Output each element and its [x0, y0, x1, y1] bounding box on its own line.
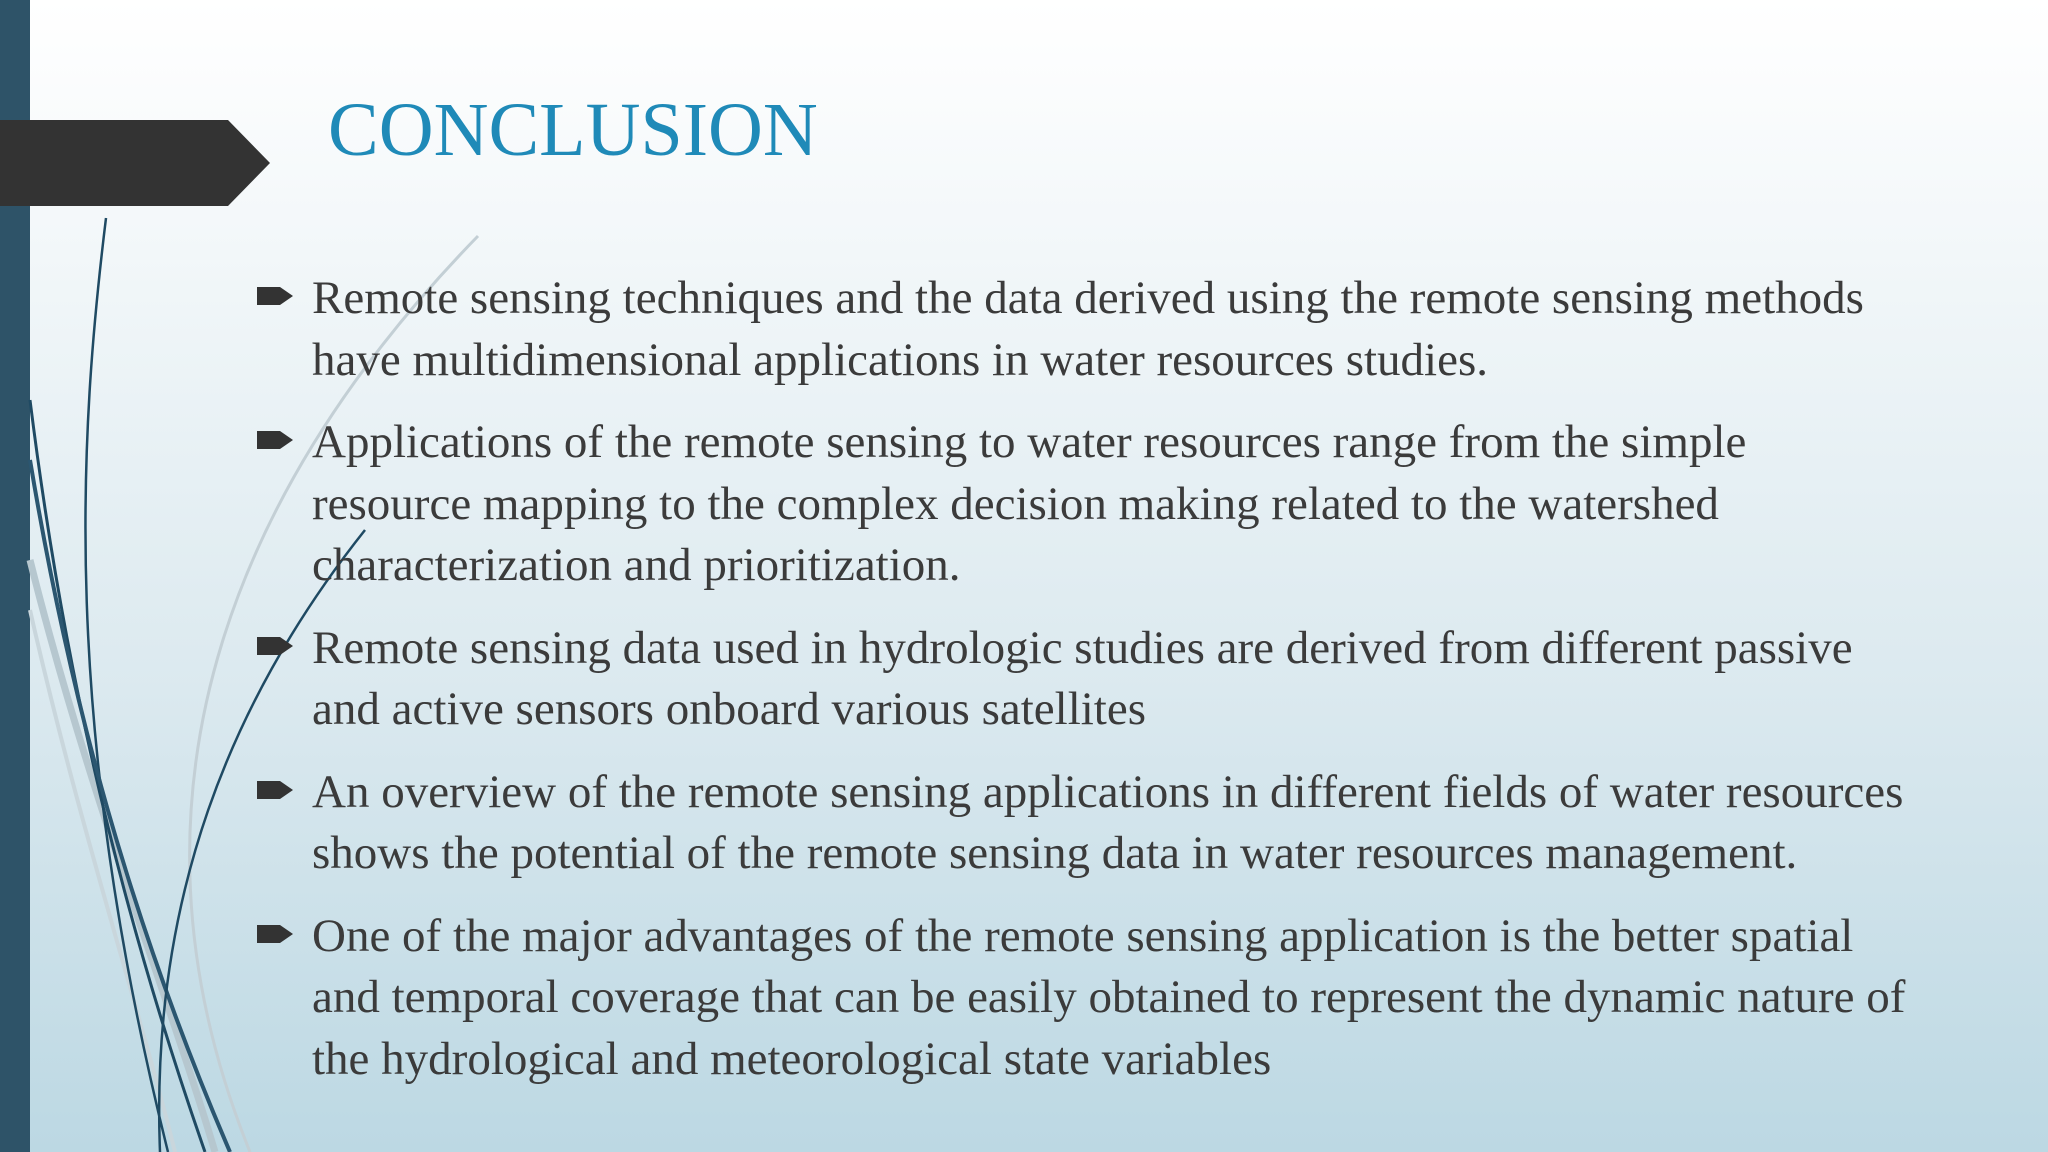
list-item	[254, 906, 1914, 1091]
right-arrow-bullet-icon	[254, 634, 296, 658]
right-arrow-bullet-icon	[254, 922, 296, 946]
title-tab-shape	[0, 120, 270, 206]
bullet-text: Remote sensing techniques and the data derived using the remote sensing methods have multidimensional applications in water resources studies.	[312, 272, 1864, 386]
right-arrow-bullet-icon	[254, 778, 296, 802]
list-item	[254, 412, 1914, 597]
list-item	[254, 268, 1914, 391]
bullet-text: Remote sensing data used in hydrologic studies are derived from different passive and active sensors onboard various satellites	[312, 621, 1853, 735]
list-item	[254, 618, 1914, 741]
bullet-list	[254, 268, 1914, 1111]
bullet-text: An overview of the remote sensing applications in different fields of water resources shows the potential of the remote sensing data in water resources management.	[312, 765, 1904, 879]
bullet-text: Applications of the remote sensing to water resources range from the simple resource mapping to the complex decision making related to the watershed characterization and prioritization.	[312, 416, 1747, 591]
list-item	[254, 762, 1914, 885]
right-arrow-bullet-icon	[254, 428, 296, 452]
slide-title: CONCLUSION	[328, 88, 818, 172]
right-arrow-bullet-icon	[254, 284, 296, 308]
bullet-text: One of the major advantages of the remote sensing application is the better spatial and temporal coverage that can be easily obtained to represent the dynamic nature of the hydrological and meteorological state variables	[312, 909, 1906, 1085]
